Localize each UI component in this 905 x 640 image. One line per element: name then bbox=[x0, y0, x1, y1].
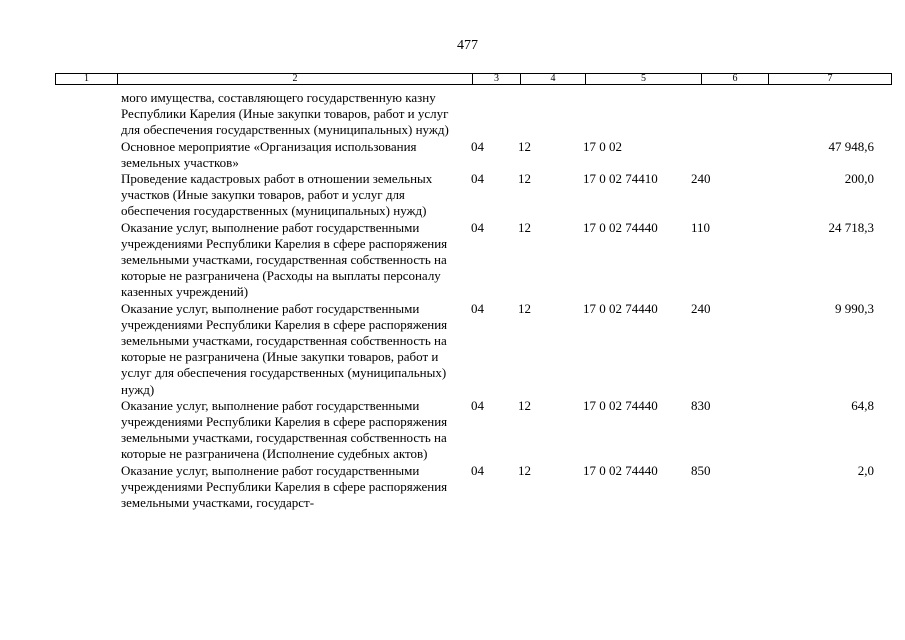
row-amount: 200,0 bbox=[844, 171, 874, 187]
row-section: 04 bbox=[471, 300, 484, 316]
row-expense-type: 240 bbox=[691, 300, 711, 316]
row-target-article: 17 0 02 74440 bbox=[583, 219, 658, 235]
row-section: 04 bbox=[471, 138, 484, 154]
row-amount: 47 948,6 bbox=[828, 138, 874, 154]
row-amount: 24 718,3 bbox=[828, 219, 874, 235]
page-number: 477 bbox=[457, 38, 478, 53]
row-subsection: 12 bbox=[518, 462, 531, 478]
table-row bbox=[0, 301, 905, 398]
table-row bbox=[0, 171, 905, 220]
row-subsection: 12 bbox=[518, 219, 531, 235]
header-cell-4: 4 bbox=[521, 74, 586, 84]
table-row bbox=[0, 220, 905, 301]
row-amount: 64,8 bbox=[851, 397, 874, 413]
row-name: Проведение кадастровых работ в отношении земельных участков (Иные закупки товаров, работ и услуг для обеспечения государственных (муниципальных) нужд) bbox=[121, 171, 433, 219]
row-amount: 2,0 bbox=[857, 462, 874, 478]
header-cell-1: 1 bbox=[56, 74, 118, 84]
table-row bbox=[0, 398, 905, 463]
row-name: Основное мероприятие «Организация использования земельных участков» bbox=[121, 138, 417, 170]
row-name: мого имущества, составляющего государственную казну Республики Карелия (Иные закупки товаров, работ и услуг для обеспечения государственных (муниципальных) нужд) bbox=[121, 90, 449, 138]
table-body bbox=[0, 90, 905, 511]
row-section: 04 bbox=[471, 397, 484, 413]
row-expense-type: 240 bbox=[691, 171, 711, 187]
row-name: Оказание услуг, выполнение работ государственными учреждениями Республики Карелия в сфере распоряжения земельными участками, государст- bbox=[121, 462, 448, 511]
header-cell-7: 7 bbox=[769, 74, 892, 84]
row-expense-type: 830 bbox=[691, 397, 711, 413]
row-section: 04 bbox=[471, 171, 484, 187]
row-name: Оказание услуг, выполнение работ государственными учреждениями Республики Карелия в сфере распоряжения земельными участками, государственная собственность на которые не разграничена (Расходы на выплаты персоналу казенных учреждений) bbox=[121, 219, 448, 300]
row-subsection: 12 bbox=[518, 300, 531, 316]
row-target-article: 17 0 02 bbox=[583, 138, 622, 154]
table-row bbox=[0, 139, 905, 171]
header-cell-2: 2 bbox=[118, 74, 473, 84]
row-name: Оказание услуг, выполнение работ государственными учреждениями Республики Карелия в сфере распоряжения земельными участками, государственная собственность на которые не разграничена (Иные закупки товаров, работ и услуг для обеспечения государственных (муниципальных) нужд) bbox=[121, 300, 448, 397]
row-section: 04 bbox=[471, 462, 484, 478]
row-target-article: 17 0 02 74440 bbox=[583, 462, 658, 478]
row-subsection: 12 bbox=[518, 397, 531, 413]
table-header bbox=[55, 73, 892, 85]
header-cell-6: 6 bbox=[702, 74, 769, 84]
row-target-article: 17 0 02 74440 bbox=[583, 397, 658, 413]
table-row bbox=[0, 463, 905, 512]
table-row bbox=[0, 90, 905, 139]
header-cell-3: 3 bbox=[473, 74, 521, 84]
row-name: Оказание услуг, выполнение работ государственными учреждениями Республики Карелия в сфере распоряжения земельными участками, государственная собственность на которые не разграничена (Исполнение судебных актов) bbox=[121, 397, 448, 462]
row-subsection: 12 bbox=[518, 138, 531, 154]
row-target-article: 17 0 02 74410 bbox=[583, 171, 658, 187]
row-expense-type: 850 bbox=[691, 462, 711, 478]
header-cell-5: 5 bbox=[586, 74, 702, 84]
row-section: 04 bbox=[471, 219, 484, 235]
row-expense-type: 110 bbox=[691, 219, 711, 235]
row-amount: 9 990,3 bbox=[835, 300, 874, 316]
row-target-article: 17 0 02 74440 bbox=[583, 300, 658, 316]
row-subsection: 12 bbox=[518, 171, 531, 187]
